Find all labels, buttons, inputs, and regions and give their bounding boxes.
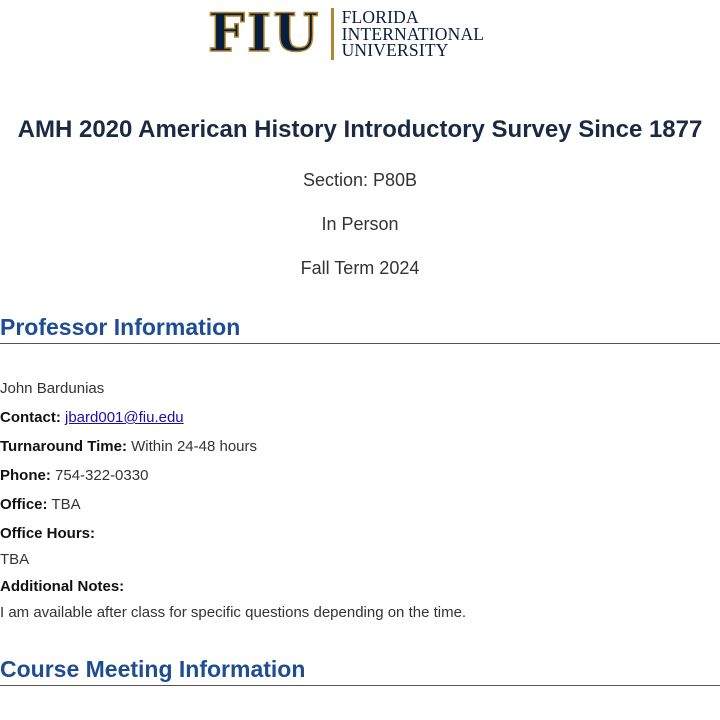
logo-line-3: UNIVERSITY	[341, 40, 449, 61]
fiu-logo-mark: FIU	[208, 3, 321, 64]
contact-line	[0, 409, 184, 426]
turnaround-line	[0, 438, 257, 455]
professor-name: John Bardunias	[0, 380, 105, 397]
logo-line-2: INTERNATIONAL	[341, 23, 485, 44]
office-hours-label-line	[0, 525, 95, 542]
fiu-logo-wordmark	[342, 9, 485, 59]
course-title: AMH 2020 American History Introductory Survey Since 1877	[17, 116, 703, 143]
office-hours-label: Office Hours:	[0, 525, 96, 542]
course-term: Fall Term 2024	[300, 258, 420, 278]
fiu-logo	[208, 3, 512, 64]
office-value: TBA	[51, 496, 81, 513]
turnaround-label: Turnaround Time:	[0, 438, 127, 455]
logo-line-1: FLORIDA	[341, 7, 419, 28]
additional-notes-label-line	[0, 578, 124, 595]
turnaround-value: Within 24-48 hours	[131, 438, 258, 455]
phone-line	[0, 467, 148, 484]
additional-notes-value: I am available after class for specific questions depending on the time.	[0, 604, 467, 621]
professor-information-heading: Professor Information	[0, 314, 720, 344]
phone-label: Phone:	[0, 467, 51, 484]
phone-value: 754-322-0330	[55, 467, 149, 484]
office-hours-value: TBA	[0, 551, 30, 568]
logo-divider	[331, 8, 334, 60]
course-section: Section: P80B	[302, 170, 418, 190]
course-modality: In Person	[321, 214, 399, 234]
office-label: Office:	[0, 496, 48, 513]
course-meeting-information-heading: Course Meeting Information	[0, 656, 720, 686]
contact-email-link[interactable]: jbard001@fiu.edu	[65, 409, 184, 426]
office-line	[0, 496, 81, 513]
additional-notes-label: Additional Notes:	[0, 578, 125, 595]
contact-label: Contact:	[0, 409, 61, 426]
